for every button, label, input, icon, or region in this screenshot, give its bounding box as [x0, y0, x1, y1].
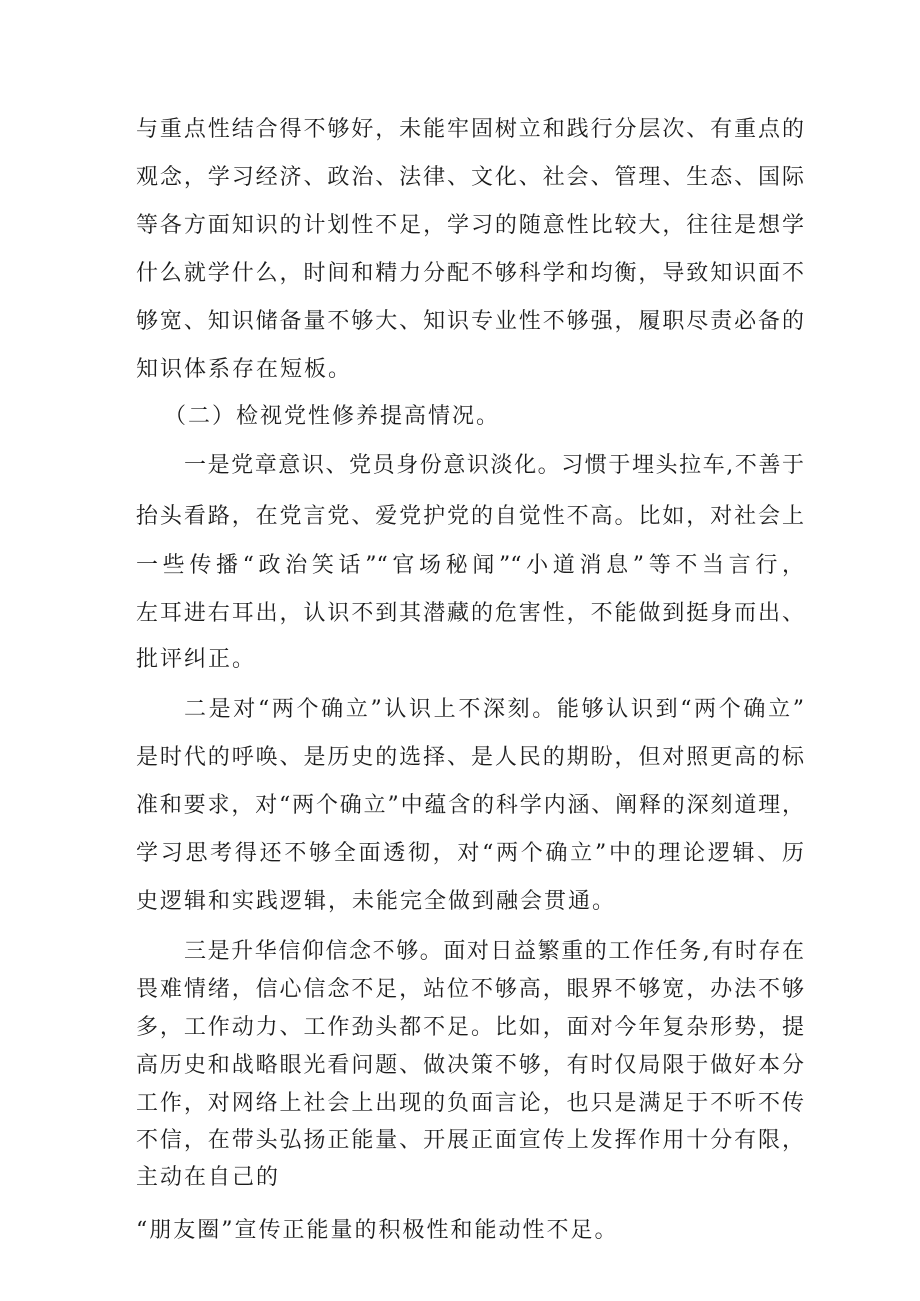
paragraph-line: 准和要求，对“两个确立”中蕴含的科学内涵、阐释的深刻道理，: [136, 793, 804, 818]
paragraph-line: 主动在自己的: [136, 1165, 281, 1190]
paragraph-line: 高历史和战略眼光看问题、做决策不够，有时仅局限于做好本分: [136, 1053, 804, 1078]
paragraph-line: 多，工作动力、工作劲头都不足。比如，面对今年复杂形势，提: [136, 1015, 804, 1040]
paragraph-line: 工作，对网络上社会上出现的负面言论，也只是满足于不听不传: [136, 1091, 804, 1116]
paragraph-line: 畏难情绪，信心信念不足，站位不够高，眼界不够宽，办法不够: [136, 977, 804, 1002]
paragraph-line: 学习思考得还不够全面透彻，对“两个确立”中的理论逻辑、历: [136, 841, 804, 866]
paragraph-line: 是时代的呼唤、是历史的选择、是人民的期盼，但对照更高的标: [136, 745, 804, 770]
section-heading-text: （二）检视党性修养提高情况。: [164, 404, 501, 429]
paragraph-line: 够宽、知识储备量不够大、知识专业性不够强，履职尽责必备的: [136, 309, 804, 334]
paragraph-line: 二是对“两个确立”认识上不深刻。能够认识到“两个确立”: [184, 697, 804, 722]
paragraph-line: 不信，在带头弘扬正能量、开展正面宣传上发挥作用十分有限，: [136, 1128, 804, 1153]
paragraph-line: 一是党章意识、党员身份意识淡化。习惯于埋头拉车,不善于: [184, 453, 804, 478]
paragraph-line: 抬头看路，在党言党、爱党护党的自觉性不高。比如，对社会上: [136, 504, 804, 529]
paragraph-line: 什么就学什么，时间和精力分配不够科学和均衡，导致知识面不: [136, 261, 804, 286]
paragraph-line: 等各方面知识的计划性不足，学习的随意性比较大，往往是想学: [136, 213, 804, 238]
paragraph-line: 知识体系存在短板。: [136, 357, 353, 382]
paragraph-line: 史逻辑和实践逻辑，未能完全做到融会贯通。: [136, 889, 617, 914]
paragraph-line: 左耳进右耳出，认识不到其潜藏的危害性，不能做到挺身而出、: [136, 601, 804, 626]
paragraph-line: 三是升华信仰信念不够。面对日益繁重的工作任务,有时存在: [184, 939, 804, 964]
paragraph-line: 观念，学习经济、政治、法律、文化、社会、管理、生态、国际: [136, 165, 804, 190]
paragraph-line: 批评纠正。: [136, 647, 257, 672]
paragraph-line: “朋友圈”宣传正能量的积极性和能动性不足。: [136, 1218, 619, 1243]
paragraph-line: 与重点性结合得不够好，未能牢固树立和践行分层次、有重点的: [136, 117, 804, 142]
paragraph-line: 一些传播“政治笑话”“官场秘闻”“小道消息”等不当言行，: [136, 553, 804, 578]
